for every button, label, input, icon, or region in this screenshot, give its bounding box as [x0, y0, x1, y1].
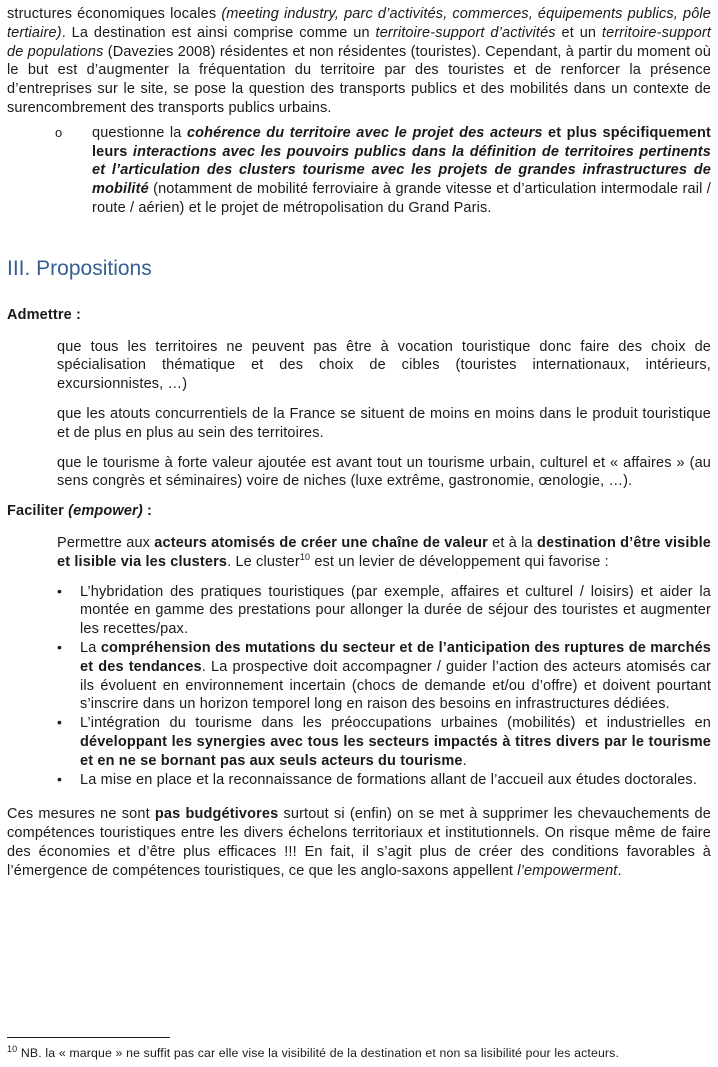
text-run: L’intégration du tourisme dans les préoccupations urbaines (mobilités) et industrielles en — [80, 715, 711, 732]
text-run: La mise en place et la reconnaissance de formations allant de l’accueil aux études doctorales. — [80, 771, 698, 788]
text-run: territoire-support d’activités — [375, 24, 556, 41]
text-run: surtout si (enfin) on se met à supprimer les chevauchements de compétences touristiques entre les divers échelons territoriaux et institutionnels. On risque même de faire des économies et d’être plus efficaces !!! En fait, il s’agit plus de créer des conditions favorables à l’émergence de compétences touristiques, ce que les anglo-saxons appellent — [7, 806, 711, 879]
text-run: (Davezies 2008) résidentes et non résidentes (touristes). Cependant, à partir du moment où le but est d’augmenter la fréquentation du territoire par des touristes et de renforcer la présence d’entreprises sur le site, se pose la question des transports publics et des mobilités dans un contexte de surencombrement des transports publics urbains. — [7, 43, 711, 116]
text-run: est un levier de développement qui favorise : — [310, 553, 609, 570]
text-run: et plus spécifiquement leurs — [92, 124, 711, 160]
text-run: compréhension des mutations du secteur et de l’anticipation des ruptures de marchés et des tendances — [80, 639, 712, 675]
cluster-bullet-3 — [7, 714, 711, 770]
dot-bullet-marker: • — [57, 770, 63, 787]
admettre-label — [7, 306, 711, 325]
questionne-list-item — [7, 124, 711, 218]
text-run: . — [617, 862, 622, 879]
admettre-item-2 — [57, 405, 711, 443]
text-run: interactions avec les pouvoirs publics dans la définition de territoires pertinents et l’articulation des clusters tourisme avec les projets de grandes infrastructures de mobilité — [92, 143, 712, 198]
text-run: pas budgétivores — [154, 806, 279, 823]
dot-bullet-marker: • — [57, 638, 63, 655]
text-run: III. Propositions — [7, 256, 152, 280]
propositions-heading — [7, 256, 711, 282]
text-run: acteurs atomisés de créer une chaîne de valeur — [154, 534, 488, 551]
text-run: développant les synergies avec tous les secteurs impactés à titres divers par le tourisme et en ne se bornant pas aux seuls acteurs du tourisme — [80, 733, 711, 769]
text-run: . — [462, 752, 467, 769]
text-run: structures économiques locales — [7, 6, 222, 22]
footnote-reference: 10 — [7, 1043, 18, 1054]
cluster-bullet-2 — [7, 639, 711, 714]
text-run: : — [142, 503, 152, 520]
circle-bullet-marker: o — [55, 124, 63, 140]
faciliter-label — [7, 502, 711, 521]
cluster-bullet-1 — [7, 583, 711, 639]
document-body — [7, 5, 711, 880]
text-run: que le tourisme à forte valeur ajoutée est avant tout un tourisme urbain, culturel et « affaires » (au sens congrès et séminaires) voire de niches (luxe extrême, gastronomie, œnologie, …). — [57, 454, 711, 490]
text-run: (meeting industry, parc d’activités, commerces, équipements publics, pôle tertiaire) — [7, 6, 711, 41]
footnote-area — [7, 1037, 711, 1061]
conclusion-paragraph — [7, 805, 711, 880]
text-run: Ces mesures ne sont — [7, 806, 155, 823]
text-run: NB. la « marque » ne suffit pas car elle vise la visibilité de la destination et non sa lisibilité pour les acteurs. — [17, 1046, 620, 1060]
continuation-paragraph — [7, 5, 711, 118]
text-run: et un — [555, 24, 602, 41]
text-run: L’hybridation des pratiques touristiques (par exemple, affaires et culturel / loisirs) et aider la montée en gamme des prestations pour allonger la durée de séjour des touristes et augmenter les recettes/pax. — [80, 583, 711, 638]
permettre-paragraph — [57, 534, 711, 572]
text-run: Faciliter — [7, 503, 69, 520]
text-run: . La prospective doit accompagner / guider l’action des acteurs atomisés car ils évoluent en environnement incertain (chocs de demande et/ou d’offre) et doivent pourtant s’inscrire dans un horizon temporel long en raison des besoins en infrastructures dédiées. — [80, 658, 712, 713]
text-run: l’empowerment — [517, 862, 618, 879]
footnote-reference: 10 — [299, 551, 311, 562]
text-run: cohérence du territoire avec le projet des acteurs — [186, 124, 543, 141]
admettre-item-3 — [57, 454, 711, 492]
text-run: questionne la — [92, 124, 187, 141]
text-run: (empower) — [68, 503, 143, 520]
text-run: destination d’être visible et lisible via les clusters — [57, 534, 711, 570]
dot-bullet-marker: • — [57, 582, 63, 599]
text-run: territoire-support de populations — [7, 24, 711, 60]
text-run: . Le cluster — [227, 553, 300, 570]
text-run: que les atouts concurrentiels de la France se situent de moins en moins dans le produit touristique et de plus en plus au sein des territoires. — [57, 405, 711, 441]
text-run: Permettre aux — [57, 534, 155, 551]
text-run: La — [80, 639, 101, 656]
cluster-bullet-4 — [7, 771, 711, 790]
text-run: (notamment de mobilité ferroviaire à grande vitesse et d’articulation intermodale rail / route / aérien) et le projet de métropolisation du Grand Paris. — [92, 181, 711, 216]
admettre-item-1 — [57, 338, 711, 394]
text-run: . La destination est ainsi comprise comme un — [61, 24, 376, 41]
text-run: et à la — [487, 534, 537, 551]
text-run: que tous les territoires ne peuvent pas être à vocation touristique donc faire des choix de spécialisation thématique et des choix de cibles (touristes internationaux, intérieurs, excursionnistes, …) — [57, 338, 711, 393]
footnote-separator — [7, 1037, 170, 1038]
dot-bullet-marker: • — [57, 714, 63, 731]
text-run: Admettre : — [7, 306, 82, 323]
footnote-10 — [7, 1045, 711, 1061]
